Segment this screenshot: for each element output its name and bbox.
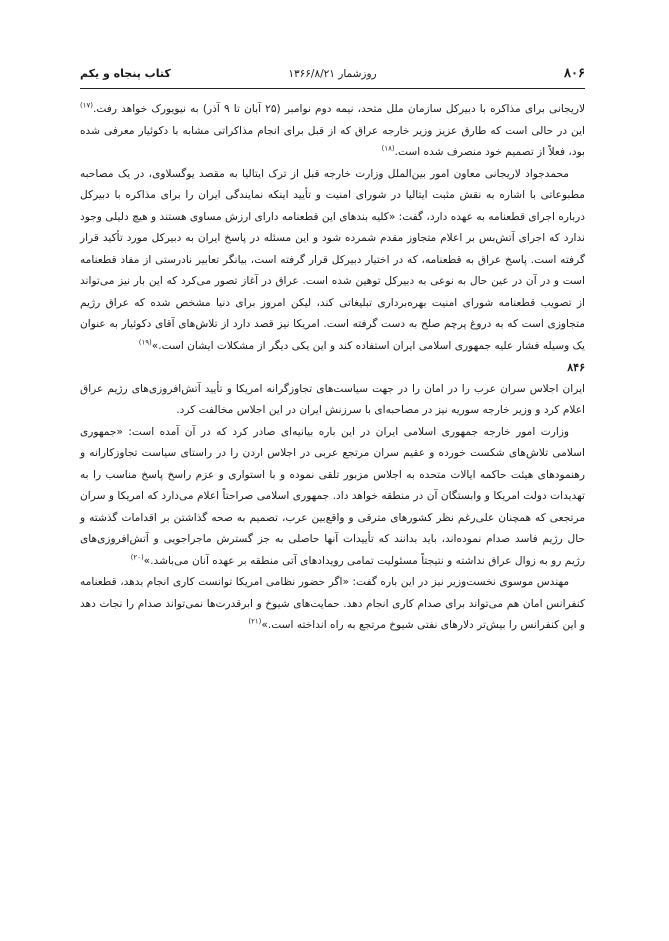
book-title: کتاب پنجاه و یکم <box>80 67 171 80</box>
running-header <box>80 64 585 89</box>
footnote-ref-18: (۱۸) <box>381 144 395 153</box>
footnote-ref-20: (۲۰) <box>130 552 144 561</box>
paragraph-5: مهندس موسوی نخست‌وزیر نیز در این باره گفت: «اگر حضور نظامی امریکا توانست کاری انجام بدهد، قطعنامه کنفرانس امان هم می‌تواند برای صدام کاری انجام دهد. حمایت‌های شیوخ و ابرقدرت‌ها نمی‌تواند صدام را نجات دهد و این کنفرانس را بیش‌تر دلارهای نفتی شیوخ مرتجع به راه انداخته است.»$^{(۲۱)}$ <box>80 576 585 631</box>
paragraph-1: لاریجانی برای مذاکره با دبیرکل سازمان ملل متحد، نیمه دوم نوامبر (۲۵ آبان تا ۹ آذر) به نیویورک خواهد رفت.$^{(۱۷)}$ این در حالی است که طارق عزیز وزیر خارجه عراق که از قبل برای انجام مذاکراتی مشابه با دکوئیار معرفی شده بود، فعلاً از تصمیم خود منصرف شده است.$^{(۱۸)}$ <box>80 101 585 158</box>
entry-number: ۸۴۶ <box>567 361 585 374</box>
paragraph-4: وزارت امور خارجه جمهوری اسلامی ایران در این باره بیانیه‌ای صادر کرد که در آن آمده است: «جمهوری اسلامی تلاش‌های شکست خورده و عقیم سران مرتجع عربی در اجلاس اردن را در راستای سیاست تجاوزکارانه و رهنمودهای هیئت حاکمه ایالات متحده به اجلاس مزبور تلقی نموده و با استواری و عزم راسخ پاسخ مناسب را به تهدیدات دولت امریکا و وابستگان آن در منطقه خواهد داد. جمهوری اسلامی صراحتاً اعلام می‌دارد که امریکا و سران مرتجعی که همچنان علی‌رغم نظر کشورهای مترقی و واقع‌بین عرب، تصمیم به صحه گذاشتن بر اقدامات گذشته و حال رژیم فاسد صدام نموده‌اند، باید بدانند که تأییدات آنها حاصلی به جز گسترش ماجراجویی و آتش‌افروزی‌های رژیم رو به زوال عراق نداشته و نتیجتاً مسئولیت تمامی رویدادهای آتی منطقه بر عهده آنان می‌باشد.»$^{(۲۰)}$ <box>80 425 585 567</box>
paragraph-2: محمدجواد لاریجانی معاون امور بین‌الملل وزارت خارجه قبل از ترک ایتالیا به مقصد یوگسلاوی، در یک مصاحبه مطبوعاتی با اشاره به نقش مثبت ایتالیا در شورای امنیت و تأیید اینکه نمایندگی ایران را برای مذاکره با دبیرکل درباره اجرای قطعنامه به عهده دارد، گفت: «کلیه بندهای این قطعنامه دارای ارزش مساوی هستند و هیچ دلیلی وجود ندارد که اجرای آتش‌بس بر اعلام متجاوز مقدم شمرده شود و این مسئله در پاسخ ایران به دبیرکل مورد تأکید قرار گرفته است. پاسخ عراق به قطعنامه، که در اختیار دبیرکل قرار گرفته است، بیانگر تعابیر نادرستی از مفاد قطعنامه است و در آن در عین حال به نوعی به دبیرکل توهین شده است. عراق در آغاز تصور می‌کرد که این بار نیز می‌تواند از تصویب قطعنامه شورای امنیت بهره‌برداری تبلیغاتی کند، لیکن امروز برای دنیا مشخص شده که عراق رژیم متجاوزی است که به دروغ پرچم صلح به دست گرفته است. امریکا نیز قصد دارد از تلاش‌های آقای دکوئیار به عنوان یک وسیله فشار علیه جمهوری اسلامی ایران استفاده کند و این یکی دیگر از مشکلات ایشان است.»$^{(۱۹)}$ <box>80 167 585 352</box>
paragraph-3: ایران اجلاس سران عرب را در امان را در جهت سیاست‌های تجاوزگرانه امریکا و تأیید آتش‌افروزی‌های رژیم عراق اعلام کرد و وزیر خارجه سوریه نیز در مصاحبه‌ای با سرزنش ایران در این اجلاس مخالفت کرد. <box>80 382 585 416</box>
date-label: روزشمار ۱۳۶۶/۸/۲۱ <box>288 68 377 80</box>
page-number: ۸۰۶ <box>564 66 585 81</box>
footnote-ref-17: (۱۷) <box>80 101 93 110</box>
footnote-ref-21: (۲۱) <box>248 617 262 626</box>
footnote-ref-19: (۱۹) <box>138 337 152 346</box>
body-text <box>80 99 585 637</box>
